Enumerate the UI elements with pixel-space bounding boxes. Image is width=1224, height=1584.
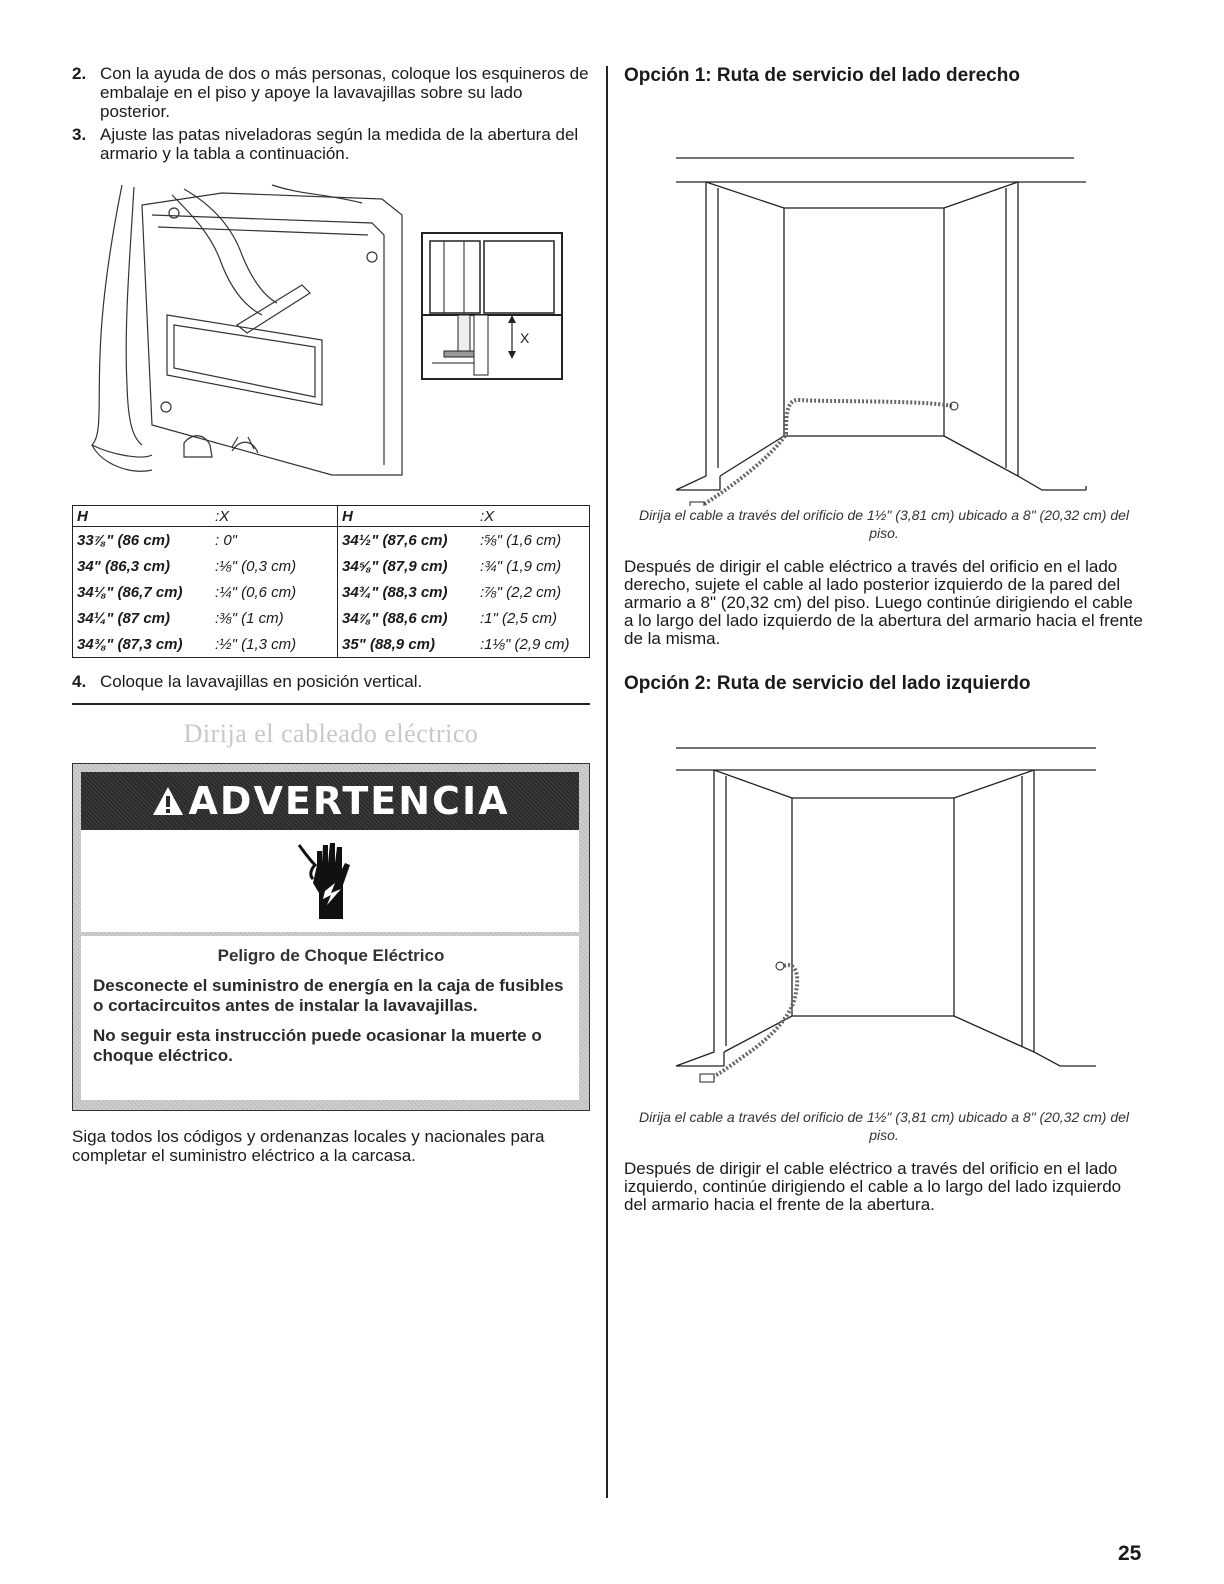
right-side-route-diagram: [624, 88, 1144, 506]
step-number: 4.: [72, 672, 87, 691]
warning-paragraph: Desconecte el suministro de energía en la caja de fusibles o cortacircuitos antes de instalar la lavavajillas.: [93, 976, 564, 1015]
step-text: Coloque la lavavajillas en posición vertical.: [100, 672, 423, 691]
table-header: H: [338, 506, 477, 527]
left-side-route-diagram: [624, 696, 1144, 1108]
option2-paragraph: Después de dirigir el cable eléctrico a través del orificio en el lado izquierdo, continúe dirigiendo el cable a lo largo del lado izquierdo del armario hacia el frente de la abertura.: [624, 1159, 1122, 1214]
table-header: H: [73, 506, 212, 527]
section-rule: [72, 703, 590, 705]
option1-title: Opción 1: Ruta de servicio del lado derecho: [624, 65, 1020, 86]
table-cell: :⅝" (1,6 cm): [480, 531, 562, 549]
table-cell: :¼" (0,6 cm): [215, 583, 297, 601]
table-cell: 35" (88,9 cm): [338, 631, 477, 658]
table-row: [73, 579, 590, 605]
option2-caption: Dirija el cable a través del orificio de 1½" (3,81 cm) ubicado a 8" (20,32 cm) del piso.: [638, 1109, 1130, 1143]
leveling-illustration: [72, 175, 590, 497]
dishwasher-on-back-drawing: [72, 175, 590, 497]
table-cell: 34½" (87,6 cm): [338, 527, 477, 554]
section-title: Dirija el cableado eléctrico: [183, 719, 479, 748]
page-number: 25: [1118, 1542, 1142, 1565]
table-row: [73, 631, 590, 658]
option1-paragraph: Después de dirigir el cable eléctrico a través del orificio en el lado derecho, sujete el cable al lado posterior izquierdo de la pared del armario a 8" (20,32 cm) del piso. Luego continúe dirigiendo el cable a lo largo del lado izquierdo de la abertura del armario hacia el frente de la misma.: [624, 557, 1143, 648]
warning-banner-text: ADVERTENCIA: [188, 779, 510, 823]
table-cell: :½" (1,3 cm): [215, 635, 297, 653]
table-cell: :⅞" (2,2 cm): [480, 583, 562, 601]
table-cell: :¾" (1,9 cm): [480, 557, 562, 575]
warning-banner: [81, 772, 579, 830]
step-number: 2.: [72, 64, 87, 83]
column-divider: [606, 66, 608, 1498]
table-row: [73, 527, 590, 554]
shock-hazard-area: [81, 830, 579, 932]
table-cell: 34⅜" (87,3 cm): [77, 635, 183, 653]
table-cell: 34¼" (87 cm): [77, 609, 170, 627]
warning-box: [72, 763, 590, 1111]
table-cell: : 0": [215, 531, 238, 549]
table-cell: :1⅛" (2,9 cm): [480, 635, 570, 653]
leveling-leg-inset: [422, 233, 562, 379]
table-row: [73, 553, 590, 579]
table-cell: 34¾" (88,3 cm): [338, 579, 477, 605]
option2-diagram: [624, 696, 1144, 1108]
table-row: [73, 605, 590, 631]
table-header-row: [73, 506, 590, 527]
warning-paragraph: No seguir esta instrucción puede ocasionar la muerte o choque eléctrico.: [93, 1026, 542, 1065]
table-cell: :⅜" (1 cm): [215, 609, 284, 627]
table-cell: 33⅞" (86 cm): [77, 531, 170, 549]
table-header: :X: [476, 506, 590, 527]
leveling-table: [72, 505, 590, 658]
step-text: Con la ayuda de dos o más personas, coloque los esquineros de embalaje en el piso y apoye la lavavajillas sobre su lado posterior.: [100, 64, 589, 121]
left-column: [72, 64, 590, 1165]
table-cell: 34⅞" (88,6 cm): [338, 605, 477, 631]
inset-x-label: X: [520, 330, 530, 346]
option2-title: Opción 2: Ruta de servicio del lado izquierdo: [624, 673, 1031, 694]
table-header: :X: [211, 506, 338, 527]
table-cell: 34" (86,3 cm): [77, 557, 170, 575]
warning-text-area: [81, 936, 579, 1100]
codes-paragraph: Siga todos los códigos y ordenanzas locales y nacionales para completar el suministro eléctrico a la carcasa.: [72, 1127, 545, 1165]
option1-diagram: [624, 88, 1144, 506]
step-text: Ajuste las patas niveladoras según la medida de la abertura del armario y la tabla a continuación.: [100, 125, 579, 163]
table-cell: 34⅛" (86,7 cm): [77, 583, 183, 601]
table-cell: :⅛" (0,3 cm): [215, 557, 297, 575]
table-cell: :1" (2,5 cm): [480, 609, 558, 627]
option1-caption: Dirija el cable a través del orificio de 1½" (3,81 cm) ubicado a 8" (20,32 cm) del piso.: [638, 507, 1130, 541]
step-4: [72, 672, 590, 691]
hazard-title: Peligro de Choque Eléctrico: [217, 946, 445, 965]
right-column: [624, 64, 1144, 1214]
warning-triangle-icon: [151, 785, 185, 817]
table-cell: 34⅝" (87,9 cm): [338, 553, 477, 579]
step-number: 3.: [72, 125, 87, 144]
step-3: [72, 125, 590, 163]
electric-shock-hand-icon: [295, 839, 365, 923]
step-2: [72, 64, 590, 121]
